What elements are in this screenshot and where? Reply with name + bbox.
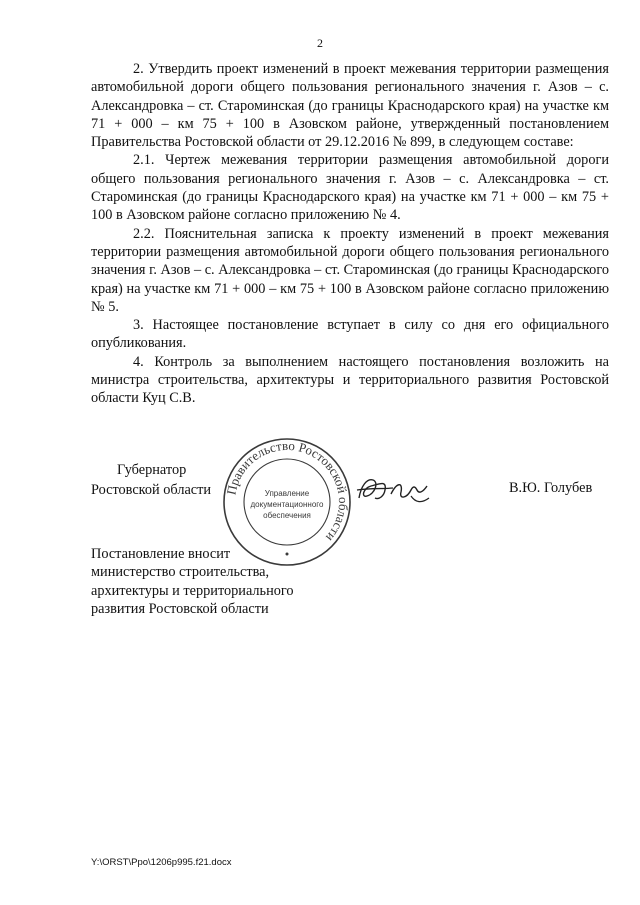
document-body bbox=[91, 60, 609, 408]
governor-title-line1: Губернатор bbox=[117, 462, 187, 478]
paragraph-3: 3. Настоящее постановление вступает в силу со дня его официального опубликования. bbox=[91, 317, 609, 352]
submitted-line-3: архитектуры и территориального bbox=[91, 582, 294, 599]
submitted-line-4: развития Ростовской области bbox=[91, 600, 269, 617]
governor-title-line2: Ростовской области bbox=[91, 482, 212, 498]
file-path-footer: Y:\ORST\Ppo\1206p995.f21.docx bbox=[91, 857, 232, 868]
paragraph-2-2: 2.2. Пояснительная записка к проекту изменений в проект межевания территории размещения автомобильной дороги общего пользования регионального значения г. Азов – с. Александровка – ст. Староминская (до границы Краснодарского края) на участке км 71 + 000 – км 75 + 100 в Азовском районе согласно приложению № 5. bbox=[91, 225, 609, 315]
submitted-line-1: Постановление вносит bbox=[91, 546, 231, 562]
paragraph-2-1: 2.1. Чертеж межевания территории размещения автомобильной дороги общего пользования регионального значения г. Азов – с. Александровка – ст. Староминская (до границы Краснодарского края) на участке км 71 + 000 – км 75 + 100 в Азовском районе согласно приложению № 4. bbox=[91, 152, 609, 224]
governor-name: В.Ю. Голубев bbox=[509, 480, 593, 496]
page-number: 2 bbox=[317, 36, 323, 50]
paragraph-2: 2. Утвердить проект изменений в проект межевания территории размещения автомобильной дороги общего пользования регионального значения г. Азов – с. Александровка – ст. Староминская (до границы Краснодарского края) на участке км 71 + 000 – км 75 + 100 в Азовском районе, утвержденный постановлением Правительства Ростовской области от 29.12.2016 № 899, в следующем составе: bbox=[91, 61, 609, 151]
submitted-by-note bbox=[91, 545, 351, 618]
seal-inner-line2: документационного bbox=[250, 500, 324, 509]
paragraph-4: 4. Контроль за выполнением настоящего постановления возложить на министра строительства, архитектуры и территориального развития Ростовской области Куц С.В. bbox=[91, 353, 609, 407]
submitted-line-2: министерство строительства, bbox=[91, 564, 270, 581]
handwritten-signature bbox=[353, 468, 443, 510]
seal-outer-text: Правительство Ростовской области bbox=[223, 437, 352, 545]
seal-inner-line1: Управление bbox=[264, 489, 310, 498]
seal-inner-line3: обеспечения bbox=[263, 511, 311, 520]
